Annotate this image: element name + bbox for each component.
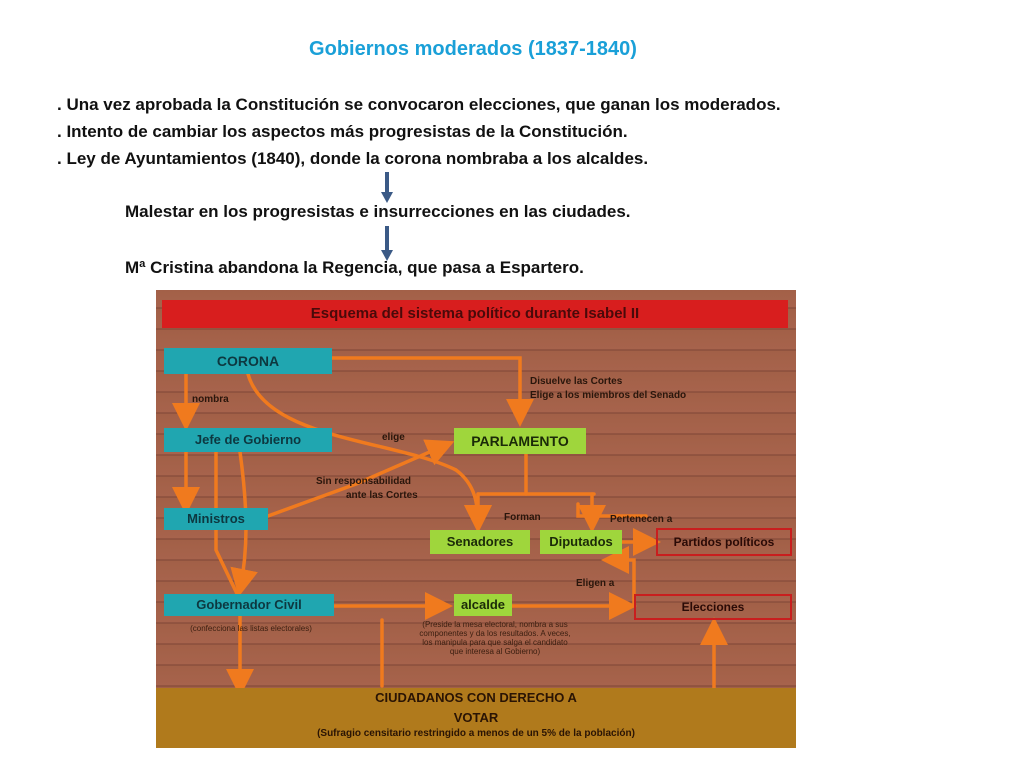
label-sin-responsabilidad: Sin responsabilidad bbox=[316, 476, 412, 487]
note-confecciona: (confecciona las listas electorales) bbox=[190, 624, 312, 633]
label-forman: Forman bbox=[504, 512, 541, 523]
note-preside-3: los manipula para que salga el candidato bbox=[422, 638, 568, 647]
bullet-constitucion: . Intento de cambiar los aspectos más progresistas de la Constitución. bbox=[57, 122, 628, 141]
consequence-regencia: Mª Cristina abandona la Regencia, que pasa a Espartero. bbox=[125, 258, 584, 277]
slide-title: Gobiernos moderados (1837-1840) bbox=[309, 38, 637, 60]
consequence-malestar: Malestar en los progresistas e insurrecciones en las ciudades. bbox=[125, 202, 631, 221]
node-jefe-gobierno: Jefe de Gobierno bbox=[164, 428, 332, 452]
label-disuelve: Disuelve las Cortes bbox=[530, 376, 623, 387]
down-arrow-icon bbox=[379, 226, 395, 262]
node-partidos-politicos: Partidos políticos bbox=[656, 528, 792, 556]
arrow-jefe-ciudadanos bbox=[216, 452, 240, 690]
node-diputados: Diputados bbox=[540, 530, 622, 554]
label-nombra: nombra bbox=[192, 394, 229, 405]
arrow-corona-parlamento bbox=[332, 358, 520, 420]
node-elecciones: Elecciones bbox=[634, 594, 792, 620]
ciudadanos-sufragio: (Sufragio censitario restringido a menos de un 5% de la población) bbox=[317, 728, 635, 739]
note-preside-1: (Preside la mesa electoral, nombra a sus bbox=[422, 620, 568, 629]
bullet-elecciones: . Una vez aprobada la Constitución se convocaron elecciones, que ganan los moderados. bbox=[57, 95, 781, 114]
node-alcalde: alcalde bbox=[454, 594, 512, 616]
ciudadanos-line-2: VOTAR bbox=[453, 710, 499, 725]
diagram-title: Esquema del sistema político durante Isabel II bbox=[162, 300, 788, 328]
label-elige: elige bbox=[382, 432, 405, 443]
label-elige-senado: Elige a los miembros del Senado bbox=[530, 390, 687, 401]
note-preside-2: componentes y da los resultados. A veces, bbox=[419, 629, 571, 638]
node-ministros: Ministros bbox=[164, 508, 268, 530]
label-eligen: Eligen a bbox=[576, 578, 615, 589]
node-corona: CORONA bbox=[164, 348, 332, 374]
down-arrow-icon bbox=[379, 172, 395, 204]
node-senadores: Senadores bbox=[430, 530, 530, 554]
note-preside-4: que interesa al Gobierno) bbox=[449, 647, 541, 656]
node-ciudadanos bbox=[156, 688, 796, 748]
political-system-diagram bbox=[156, 290, 796, 748]
ciudadanos-line-1: CIUDADANOS CON DERECHO A bbox=[375, 690, 577, 705]
label-pertenecen: Pertenecen a bbox=[610, 514, 673, 525]
label-ante-las-cortes: ante las Cortes bbox=[346, 490, 418, 501]
node-gobernador-civil: Gobernador Civil bbox=[164, 594, 334, 616]
node-parlamento: PARLAMENTO bbox=[454, 428, 586, 454]
bullet-ley-ayuntamientos: . Ley de Ayuntamientos (1840), donde la corona nombraba a los alcaldes. bbox=[57, 149, 649, 168]
